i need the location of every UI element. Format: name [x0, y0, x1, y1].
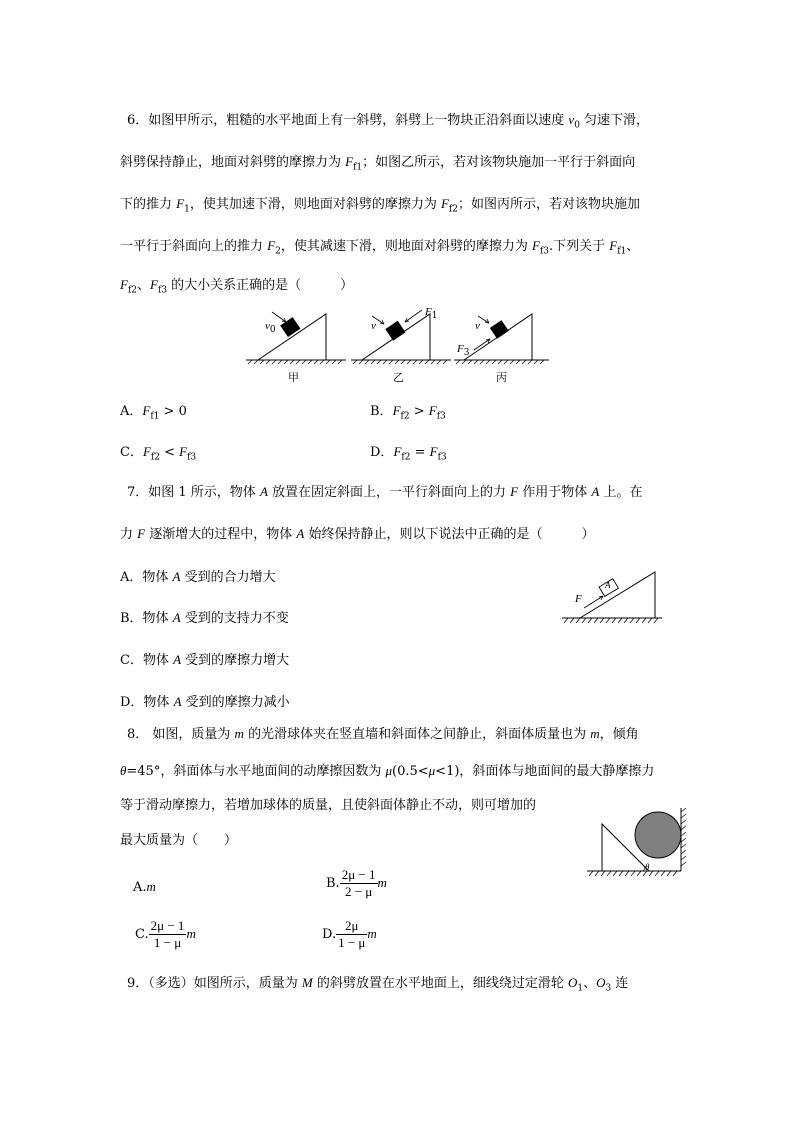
text: ；如图丙所示，若对该物块施加 [457, 197, 640, 212]
numerator: 2μ − 1 [150, 918, 185, 933]
sub: 1 [184, 204, 190, 215]
sub: 3 [463, 348, 470, 359]
var-F: F [179, 444, 188, 459]
fraction [340, 867, 378, 900]
label-v [475, 319, 480, 332]
q6-option-d[interactable] [370, 443, 447, 467]
text: B. [326, 876, 340, 891]
text: > 0 [159, 404, 187, 419]
text: ；如图乙所示，若对该物块施加一平行于斜面向 [362, 155, 636, 170]
text: 连 [611, 976, 629, 991]
var-A: A [296, 526, 305, 541]
var-F: F [393, 444, 402, 459]
sub: f3 [157, 285, 168, 296]
text: 斜劈保持静止，地面对斜劈的摩擦力为 [120, 155, 346, 170]
figure-jia [246, 312, 346, 364]
var: F [575, 593, 582, 605]
q8-line-3: 等于滑动摩擦力，若增加球体的质量，且使斜面体静止不动，则可增加的 [120, 798, 537, 813]
var: v [371, 320, 376, 332]
var-A: A [259, 484, 268, 499]
var-A: A [172, 569, 181, 584]
sub: 0 [574, 120, 580, 131]
q6-option-a[interactable] [120, 402, 187, 426]
q7-option-c[interactable] [120, 651, 289, 670]
q9-line-1 [127, 974, 628, 998]
var-A: A [173, 694, 182, 709]
sub: f2 [401, 452, 411, 463]
text: 逐渐增大的过程中，物体 [145, 527, 297, 542]
var-A: A [173, 652, 182, 667]
var: θ [645, 862, 650, 872]
sub: 3 [605, 983, 612, 994]
label-v [371, 319, 376, 332]
var-O: O [568, 975, 578, 990]
text: 上。在 [599, 485, 643, 500]
text: 一平行于斜面向上的推力 [120, 239, 268, 254]
sub: 1 [577, 983, 584, 994]
text: 9．（多选）如图所示，质量为 [127, 976, 302, 991]
sub: f1 [353, 162, 363, 173]
text: ，使其减速下滑，则地面对斜劈的摩擦力为 [280, 239, 532, 254]
q8-line-1 [127, 725, 639, 744]
block [490, 320, 509, 339]
sub: f3 [187, 452, 197, 463]
text: C．物体 [120, 653, 174, 668]
numerator: 2μ − 1 [341, 867, 376, 882]
text: 、 [583, 976, 597, 991]
text: 放置在固定斜面上，一平行斜面向上的力 [267, 485, 511, 500]
q6-line-2 [120, 153, 635, 177]
var-m: m [367, 926, 377, 941]
label-theta [645, 862, 649, 873]
var-F: F [531, 238, 540, 253]
var-F: F [609, 238, 618, 253]
var-F: F [137, 526, 146, 541]
text: 受到的摩擦力增大 [181, 653, 290, 668]
var-F: F [392, 403, 401, 418]
q6-option-c[interactable] [120, 443, 196, 467]
text: > [409, 404, 429, 419]
label-F1 [425, 305, 437, 321]
text: A．物体 [120, 570, 173, 585]
var-mu: μ [385, 763, 392, 778]
text: C． [120, 445, 143, 460]
caption-bing: 丙 [496, 371, 507, 384]
q8-option-a[interactable] [133, 878, 156, 897]
q8-line-4: 最大质量为（ ） [120, 833, 238, 848]
sub: 2 [275, 246, 281, 257]
text: (0.5< [392, 764, 429, 779]
var-m: m [590, 726, 600, 741]
var-m: m [234, 726, 244, 741]
q7-option-d[interactable] [120, 693, 290, 712]
text: 始终保持静止，则以下说法中正确的是（ ） [304, 527, 595, 542]
q6-option-b[interactable] [370, 402, 446, 426]
label-v0 [265, 319, 276, 335]
fraction [149, 918, 187, 951]
text: D．物体 [120, 695, 174, 710]
text: 的斜劈放置在水平地面上，细线绕过定滑轮 [312, 976, 569, 991]
text: 受到的支持力不变 [180, 611, 289, 626]
text: .下列关于 [548, 239, 610, 254]
var-F: F [120, 277, 128, 292]
q8-figure [585, 802, 688, 880]
text: B．物体 [120, 611, 173, 626]
var: A [605, 580, 611, 590]
q6-line-1 [127, 111, 649, 135]
var-F: F [142, 403, 151, 418]
q7-line-1 [127, 483, 642, 502]
var-theta: θ [120, 763, 127, 778]
text: 、 [626, 239, 640, 254]
text: =45°，斜面体与水平地面间的动摩擦因数为 [126, 764, 386, 779]
text: B． [370, 404, 393, 419]
var-F: F [267, 238, 276, 253]
text: A. [133, 880, 147, 895]
var-mu: μ [428, 763, 436, 778]
var-F: F [150, 277, 158, 292]
sub: f2 [400, 411, 410, 422]
text: = [410, 445, 430, 460]
fraction [336, 918, 367, 951]
text: ，使其加速下滑，则地面对斜劈的摩擦力为 [189, 197, 441, 212]
q8-line-2 [120, 762, 654, 781]
sub: 0 [269, 325, 276, 336]
text: C. [135, 927, 149, 942]
sub: f2 [127, 285, 138, 296]
sub: f2 [448, 204, 458, 215]
q6-line-4 [120, 237, 639, 261]
caption-jia: 甲 [288, 371, 299, 384]
var-F: F [429, 444, 438, 459]
numerator: 2μ [336, 918, 367, 935]
ball [635, 812, 681, 858]
block [385, 321, 405, 341]
sub: f1 [617, 246, 627, 257]
text: A． [120, 404, 143, 419]
q7-option-b[interactable] [120, 609, 289, 628]
q6-line-5 [120, 276, 353, 300]
q6-line-3 [120, 195, 640, 219]
label-F3 [457, 342, 469, 358]
q8-option-d[interactable] [322, 918, 377, 951]
var-F: F [345, 154, 354, 169]
var-A: A [591, 484, 600, 499]
label-F [575, 592, 582, 605]
q7-line-2 [120, 525, 594, 544]
var-O: O [596, 975, 606, 990]
text: 的光滑球体夹在竖直墙和斜面体之间静止，斜面体质量也为 [243, 727, 591, 742]
denominator: 2 − μ [344, 884, 373, 899]
text: 匀速下滑， [579, 113, 650, 128]
var-A: A [172, 610, 181, 625]
text: D. [322, 927, 337, 942]
var-M: M [301, 975, 313, 990]
var: v [475, 320, 480, 332]
text: 8． 如图，质量为 [127, 727, 235, 742]
sub: f3 [437, 452, 447, 463]
q8-option-c[interactable] [135, 918, 196, 951]
var-m: m [377, 875, 387, 890]
var-F: F [142, 444, 151, 459]
text: 7．如图 1 所示，物体 [127, 485, 260, 500]
var-m: m [186, 926, 196, 941]
sub: f3 [539, 246, 549, 257]
text: <1)，斜面体与地面间的最大静摩擦力 [435, 764, 655, 779]
var-F: F [176, 196, 185, 211]
text: 、 [137, 278, 151, 293]
denominator: 1 − μ [338, 935, 366, 950]
var-F: F [510, 484, 519, 499]
var: v [265, 320, 270, 332]
text: 的大小关系正确的是（ ） [167, 278, 354, 293]
var-m: m [146, 879, 156, 894]
q8-option-b[interactable] [326, 867, 387, 900]
var: F [425, 306, 432, 318]
text: 6．如图甲所示，粗糙的水平地面上有一斜劈，斜劈上一物块正沿斜面以速度 [127, 113, 569, 128]
text: D． [370, 445, 394, 460]
text: 作用于物体 [518, 485, 592, 500]
sub: f1 [150, 411, 160, 422]
caption-yi: 乙 [393, 371, 404, 384]
var-F: F [428, 403, 437, 418]
var: F [457, 343, 464, 355]
text: ，倾角 [599, 727, 639, 742]
var-F: F [440, 196, 449, 211]
label-A [605, 580, 611, 591]
var-v: v [568, 112, 575, 127]
denominator: 1 − μ [153, 935, 182, 950]
text: < [159, 445, 180, 460]
text: 受到的摩擦力减小 [181, 695, 290, 710]
sub: f2 [150, 452, 160, 463]
text: 下的推力 [120, 197, 177, 212]
sub: 1 [431, 311, 438, 322]
sub: f3 [436, 411, 446, 422]
q7-option-a[interactable] [120, 568, 276, 587]
text: 力 [120, 527, 138, 542]
text: 受到的合力增大 [180, 570, 276, 585]
